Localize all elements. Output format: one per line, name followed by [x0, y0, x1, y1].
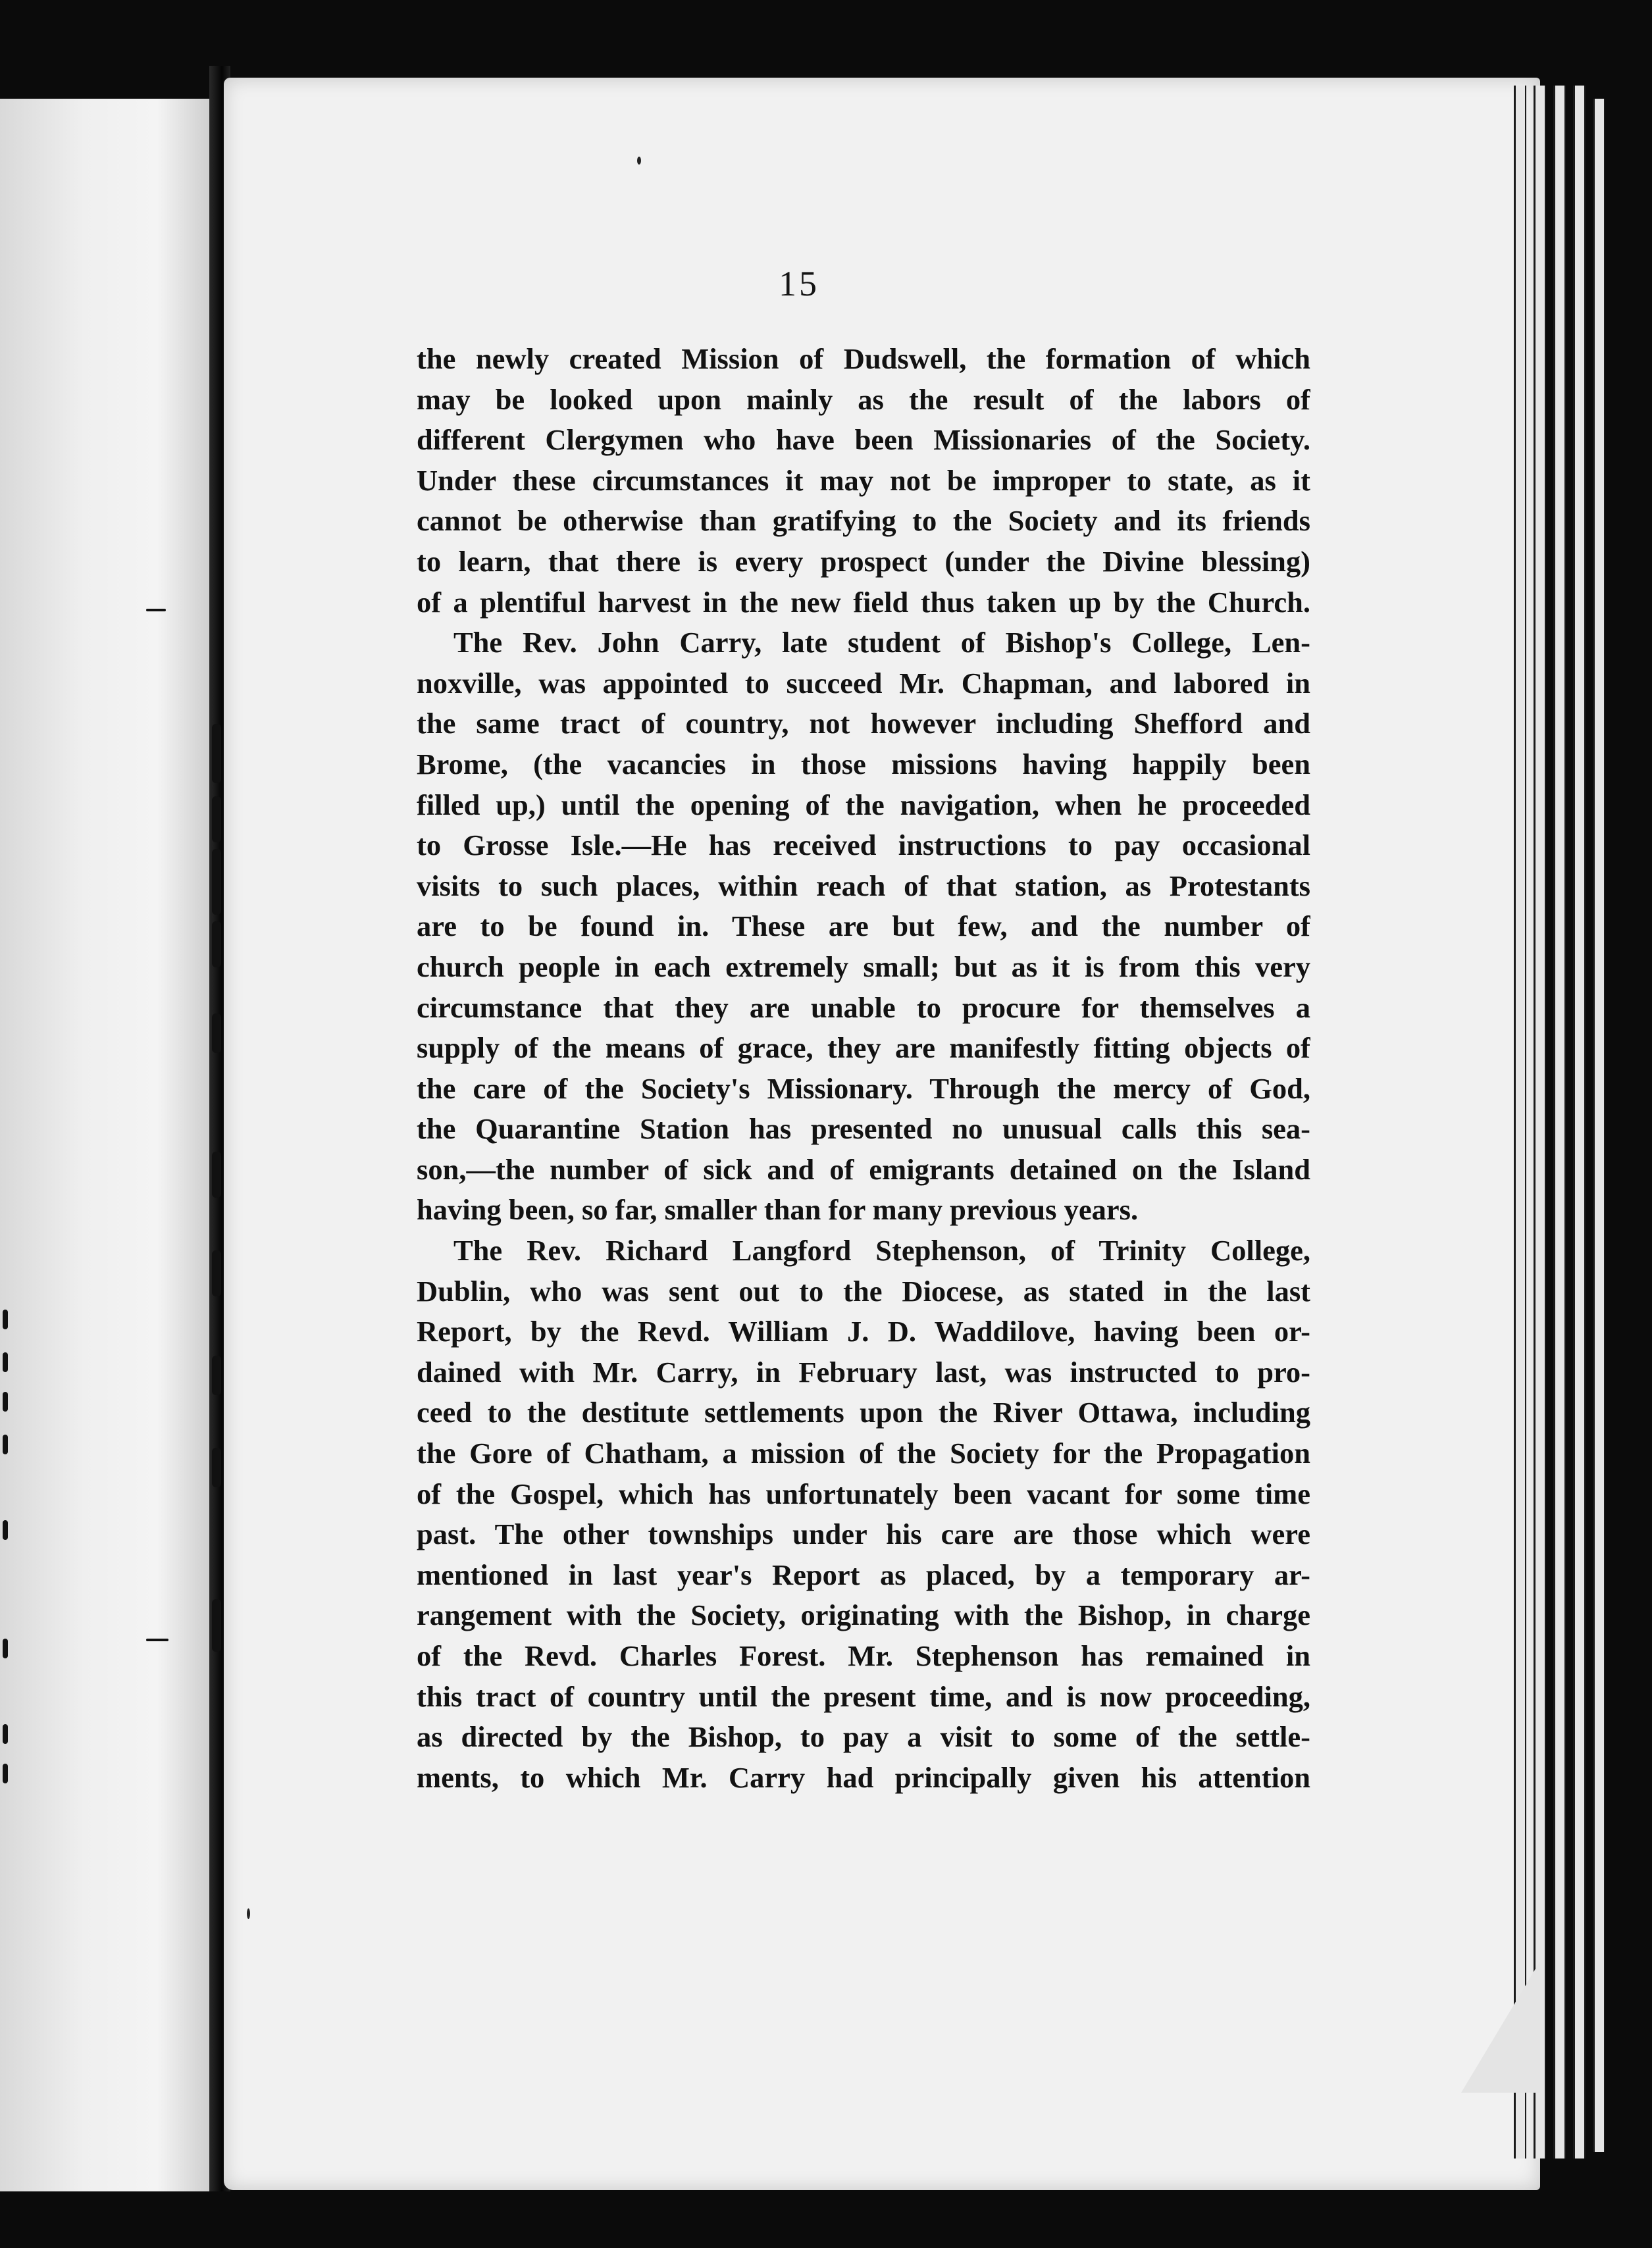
bleed-char: [3, 1392, 8, 1412]
bleed-char: [3, 1764, 8, 1783]
bleed-dash: [146, 1639, 168, 1641]
text-line: different Clergymen who have been Missionaries of the Society.: [417, 423, 1310, 457]
text-line: ments, to which Mr. Carry had principally given his attention: [417, 1760, 1310, 1794]
margin-mark: [212, 1448, 221, 1487]
margin-mark: [212, 1152, 221, 1198]
text-line: having been, so far, smaller than for many previous years.: [417, 1193, 1139, 1227]
text-line: Brome, (the vacancies in those missions having happily been: [417, 747, 1310, 780]
text-line: of a plentiful harvest in the new field thus taken up by the Church.: [417, 585, 1310, 619]
text-line: the care of the Society's Missionary. Through the mercy of God,: [417, 1071, 1310, 1105]
page-edge: [1534, 86, 1546, 2159]
text-line: noxville, was appointed to succeed Mr. Chapman, and labored in: [417, 666, 1310, 700]
margin-mark: [212, 849, 221, 915]
text-line: are to be found in. These are but few, and the number of: [417, 909, 1310, 943]
text-line: this tract of country until the present time, and is now proceeding,: [417, 1679, 1310, 1713]
text-line: to Grosse Isle.—He has received instructions to pay occasional: [417, 829, 1310, 862]
bleed-char: [3, 1352, 8, 1372]
page-number: 15: [779, 264, 819, 303]
text-line: of the Gospel, which has unfortunately been vacant for some time: [417, 1477, 1310, 1510]
text-line: filled up,) until the opening of the navigation, when he proceeded: [417, 788, 1310, 821]
text-line: the same tract of country, not however including Shefford and: [417, 707, 1310, 740]
page-edge: [1553, 86, 1566, 2159]
margin-mark: [212, 724, 221, 783]
bleed-char: [3, 1724, 8, 1744]
text-line: Under these circumstances it may not be improper to state, as it: [417, 463, 1310, 497]
text-line: ceed to the destitute settlements upon the River Ottawa, including: [417, 1396, 1310, 1429]
text-line: the Gore of Chatham, a mission of the Society for the Propagation: [417, 1437, 1310, 1470]
page-curl: [1461, 1961, 1540, 2093]
bleed-dash: [146, 609, 166, 611]
bleed-char: [3, 1520, 8, 1540]
text-line: cannot be otherwise than gratifying to the Society and its friends: [417, 504, 1310, 538]
text-line: son,—the number of sick and of emigrants detained on the Island: [417, 1152, 1310, 1186]
bleed-char: [3, 1310, 8, 1329]
text-line: may be looked upon mainly as the result of the labors of: [417, 382, 1310, 416]
text-line: the newly created Mission of Dudswell, the formation of which: [417, 342, 1310, 375]
text-line: past. The other townships under his care are those which were: [417, 1518, 1310, 1551]
bleed-char: [3, 1435, 8, 1454]
body-text: [417, 339, 1310, 1798]
margin-mark: [212, 1599, 221, 1652]
margin-mark: [212, 1013, 221, 1053]
text-line: church people in each extremely small; but as it is from this very: [417, 950, 1310, 983]
text-line: mentioned in last year's Report as placed, by a temporary ar-: [417, 1558, 1310, 1591]
text-line: The Rev. Richard Langford Stephenson, of Trinity College,: [453, 1234, 1310, 1267]
margin-mark: [212, 921, 221, 967]
previous-page-edge: [0, 99, 209, 2191]
text-line: dained with Mr. Carry, in February last, was instructed to pro-: [417, 1355, 1310, 1389]
text-line: visits to such places, within reach of that station, as Protestants: [417, 869, 1310, 902]
margin-mark: [212, 1356, 221, 1395]
bleed-char: [3, 1639, 8, 1658]
text-line: circumstance that they are unable to procure for themselves a: [417, 990, 1310, 1024]
margin-mark: [212, 1250, 221, 1296]
text-line: as directed by the Bishop, to pay a visit to some of the settle-: [417, 1720, 1310, 1754]
text-line: of the Revd. Charles Forest. Mr. Stephenson has remained in: [417, 1639, 1310, 1672]
margin-mark: [212, 796, 221, 842]
text-line: The Rev. John Carry, late student of Bishop's College, Len-: [453, 626, 1310, 659]
text-line: Report, by the Revd. William J. D. Waddilove, having been or-: [417, 1315, 1310, 1348]
text-line: the Quarantine Station has presented no unusual calls this sea-: [417, 1112, 1310, 1146]
page-edge: [1593, 99, 1605, 2152]
paper-speck: [637, 157, 641, 165]
page-edge: [1514, 86, 1526, 2159]
text-line: Dublin, who was sent out to the Diocese, as stated in the last: [417, 1274, 1310, 1308]
page-edge: [1573, 86, 1586, 2159]
text-line: rangement with the Society, originating with the Bishop, in charge: [417, 1598, 1310, 1632]
paper-speck: [247, 1908, 250, 1919]
text-line: to learn, that there is every prospect (under the Divine blessing): [417, 544, 1310, 578]
text-line: supply of the means of grace, they are manifestly fitting objects of: [417, 1031, 1310, 1065]
